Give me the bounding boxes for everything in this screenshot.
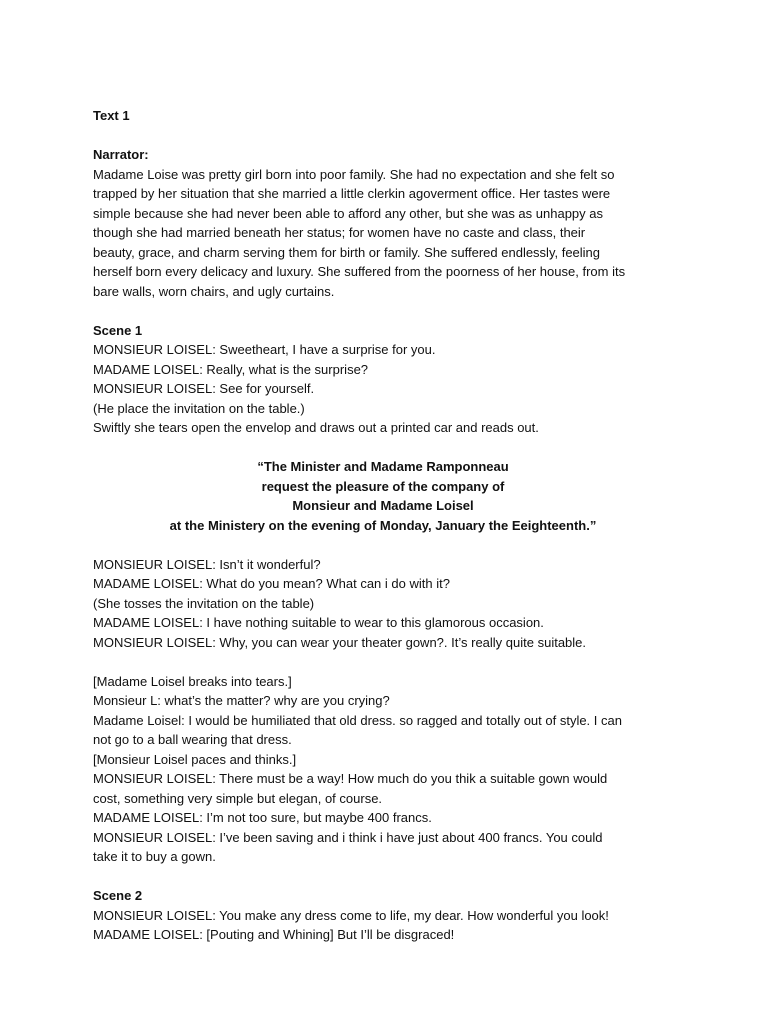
narrator-line: Madame Loise was pretty girl born into poor family. She had no expectation and she felt so — [93, 166, 615, 182]
dialogue-line: MADAME LOISEL: [Pouting and Whining] But I’ll be disgraced! — [93, 927, 455, 942]
dialogue-line: Madame Loisel: I would be humiliated that old dress. so ragged and totally out of style. I can — [93, 712, 622, 728]
narrator-label: Narrator: — [93, 147, 149, 162]
text-heading: Text 1 — [93, 108, 130, 123]
dialogue-line: MADAME LOISEL: What do you mean? What can i do with it? — [93, 576, 450, 591]
dialogue-line: MONSIEUR LOISEL: Sweetheart, I have a surprise for you. — [93, 342, 436, 357]
dialogue-line: cost, something very simple but elegan, of course. — [93, 790, 383, 806]
dialogue-line: take it to buy a gown. — [93, 849, 216, 864]
dialogue-line: MONSIEUR LOISEL: There must be a way! How much do you thik a suitable gown would — [93, 771, 608, 786]
dialogue-line: MADAME LOISEL: I’m not too sure, but maybe 400 francs. — [93, 810, 432, 825]
narrator-line: bare walls, worn chairs, and ugly curtains. — [93, 283, 335, 299]
invitation-line: “The Minister and Madame Ramponneau — [257, 459, 509, 474]
narrator-paragraph — [93, 165, 673, 302]
invitation-line: request the pleasure of the company of — [261, 478, 505, 494]
stage-direction: (She tosses the invitation on the table) — [93, 595, 315, 611]
invitation-line: Monsieur and Madame Loisel — [292, 498, 474, 513]
scene-1-lines — [93, 340, 673, 438]
narrator-line: beauty, grace, and charm serving them for birth or family. She suffered endlessly, feeling — [93, 244, 601, 260]
dialogue-block-1 — [93, 555, 673, 653]
narrator-line: simple because she had never been able to afford any other, but she was as unhappy as — [93, 205, 603, 221]
dialogue-line: MONSIEUR LOISEL: See for yourself. — [93, 381, 315, 396]
document-body — [93, 106, 673, 945]
stage-direction: Swiftly she tears open the envelop and draws out a printed car and reads out. — [93, 420, 539, 435]
dialogue-line: MONSIEUR LOISEL: I’ve been saving and i think i have just about 400 francs. You could — [93, 829, 603, 845]
dialogue-line: MONSIEUR LOISEL: Why, you can wear your theater gown?. It’s really quite suitable. — [93, 634, 587, 650]
scene-1-heading: Scene 1 — [93, 322, 143, 338]
stage-direction: (He place the invitation on the table.) — [93, 400, 305, 416]
dialogue-line: MADAME LOISEL: Really, what is the surprise? — [93, 361, 369, 377]
scene-2-heading: Scene 2 — [93, 888, 143, 903]
dialogue-line: MONSIEUR LOISEL: You make any dress come to life, my dear. How wonderful you look! — [93, 907, 609, 923]
dialogue-block-2 — [93, 672, 673, 867]
dialogue-line: Monsieur L: what’s the matter? why are you crying? — [93, 693, 390, 708]
stage-direction: [Monsieur Loisel paces and thinks.] — [93, 751, 297, 767]
dialogue-line: MONSIEUR LOISEL: Isn’t it wonderful? — [93, 556, 321, 572]
narrator-line: herself born every delicacy and luxury. She suffered from the poorness of her house, from its — [93, 264, 626, 279]
dialogue-line: not go to a ball wearing that dress. — [93, 732, 292, 747]
scene-2-lines — [93, 906, 673, 945]
stage-direction: [Madame Loisel breaks into tears.] — [93, 673, 292, 689]
invitation-block — [93, 457, 673, 535]
narrator-line: though she had married beneath her status; for women have no caste and class, their — [93, 225, 586, 240]
dialogue-line: MADAME LOISEL: I have nothing suitable to wear to this glamorous occasion. — [93, 615, 544, 630]
invitation-line: at the Ministery on the evening of Monday, January the Eeighteenth.” — [169, 517, 597, 533]
narrator-line: trapped by her situation that she married a little clerkin agoverment office. Her tastes were — [93, 186, 611, 201]
